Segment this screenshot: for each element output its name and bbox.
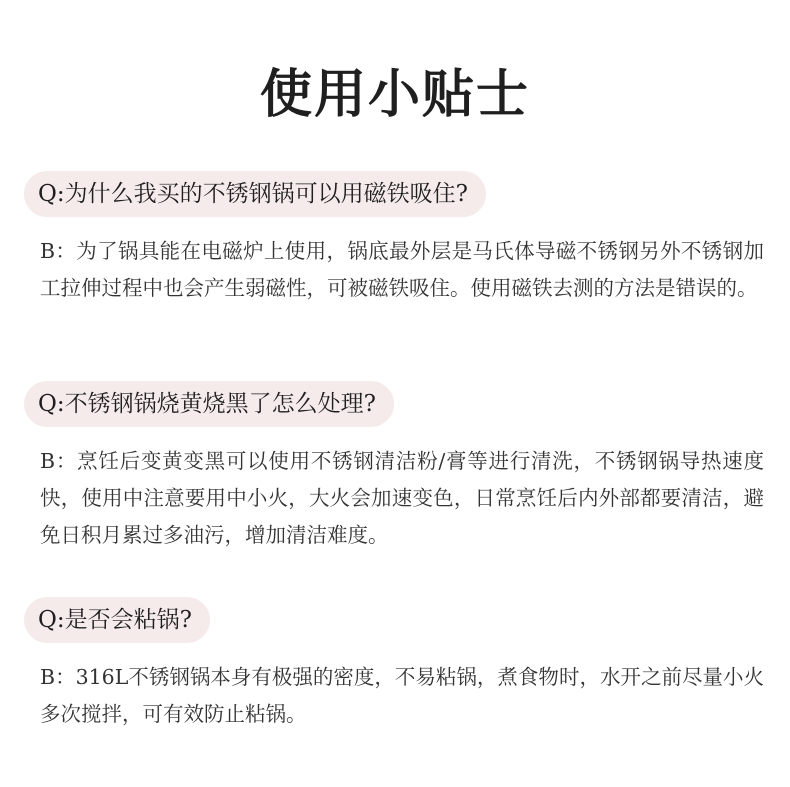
question-pill: Q:不锈钢锅烧黄烧黑了怎么处理?	[24, 381, 394, 427]
answer-text: B：为了锅具能在电磁炉上使用，锅底最外层是马氏体导磁不锈钢另外不锈钢加工拉伸过程中也会产生弱磁性，可被磁铁吸住。使用磁铁去测的方法是错误的。	[40, 239, 764, 300]
qa-item	[24, 381, 764, 554]
answer-text: B：烹饪后变黄变黑可以使用不锈钢清洁粉/膏等进行清洗，不锈钢锅导热速度快，使用中注意要用中小火，大火会加速变色，日常烹饪后内外部都要清洁，避免日积月累过多油污，增加清洁难度。	[40, 449, 764, 547]
qa-item	[24, 597, 764, 733]
page-title: 使用小贴士	[259, 64, 530, 125]
answer-text: B：316L不锈钢锅本身有极强的密度，不易粘锅，煮食物时，水开之前尽量小火多次搅拌，可有效防止粘锅。	[40, 665, 764, 726]
qa-item	[24, 171, 764, 307]
question-pill: Q:是否会粘锅?	[24, 597, 210, 643]
question-pill: Q:为什么我买的不锈钢锅可以用磁铁吸住?	[24, 171, 486, 217]
